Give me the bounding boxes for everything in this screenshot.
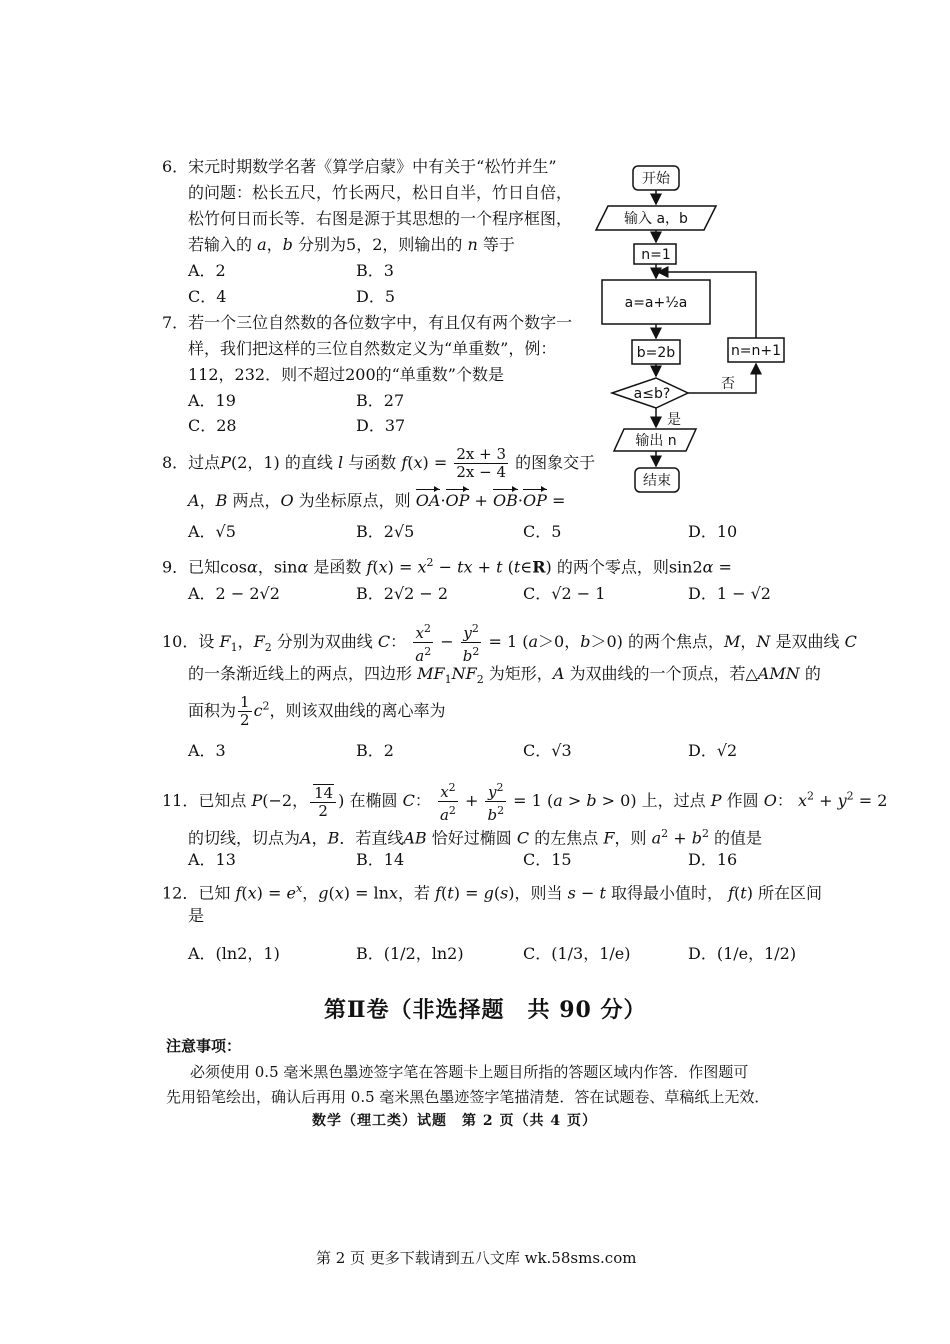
q7-option-c: C．28: [188, 416, 237, 435]
q10-option-d: D．√2: [688, 741, 738, 760]
page-footer-outer: 第 2 页 更多下载请到五八文库 wk.58sms.com: [316, 1249, 637, 1267]
q12-option-c: C．(1/3，1/e): [523, 944, 631, 963]
q7-line-1: 7．若一个三位自然数的各位数字中，有且仅有两个数字一: [162, 313, 573, 332]
q7-option-b: B．27: [356, 391, 405, 410]
notice-line-2: 先用铅笔绘出，确认后再用 0.5 毫米黑色墨迹签字笔描清楚．答在试题卷、草稿纸上无效．: [166, 1088, 770, 1106]
notice-line-1: 必须使用 0.5 毫米黑色墨迹签字笔在答题卡上题目所指的答题区域内作答．作图题可: [190, 1063, 749, 1081]
flow-input-text: 输入 a，b: [624, 211, 688, 227]
q7-option-a: A．19: [188, 391, 236, 410]
q10-option-b: B．2: [356, 741, 394, 760]
q8-option-a: A．√5: [188, 522, 236, 541]
q11-line-2: 的切线，切点为A，B．若直线AB 恰好过椭圆 C 的左焦点 F，则 $a^2 + b^2$ 的值是: [188, 827, 763, 848]
flow-end-text: 结束: [643, 473, 671, 489]
flow-incr-text: n=n+1: [730, 343, 782, 359]
q12-line-2: 是: [188, 906, 205, 925]
flow-start-text: 开始: [642, 171, 670, 187]
q11-option-d: D．16: [688, 850, 738, 869]
q8-option-d: D．10: [688, 522, 738, 541]
section-title: 第Ⅱ卷（非选择题 共 90 分）: [324, 997, 647, 1023]
q6-option-b: B．3: [356, 261, 394, 280]
flow-yes-label: 是: [667, 412, 681, 428]
notice-heading: 注意事项：: [166, 1037, 242, 1055]
q11-option-a: A．13: [188, 850, 236, 869]
q12-line-1: 12．已知 $f(x) = e^x$，g(x) = lnx，若 f(t) = g(s)，则当 s − t 取得最小值时， f(t) 所在区间: [162, 882, 823, 903]
q10-option-c: C．√3: [523, 741, 572, 760]
q8-line-1: 8．过点P(2，1) 的直线 l 与函数 f(x) = $\frac{2x + 3}{2x - 4}$ 的图象交于: [162, 445, 596, 481]
q6-line-2: 的问题：松长五尺，竹长两尺，松日自半，竹日自倍，: [188, 183, 573, 202]
q12-option-d: D．(1/e，1/2): [688, 944, 797, 963]
q6-line-3: 松竹何日而长等．右图是源于其思想的一个程序框图，: [188, 209, 573, 228]
q10-line-3: 面积为 $\frac{1}{2}$ $c^2$，则该双曲线的离心率为: [188, 693, 446, 729]
q8-line-2: A，B 两点，O 为坐标原点，则 OA·OP + OB·OP =: [188, 491, 566, 510]
flow-step-a-text: a=a+½a: [624, 295, 688, 311]
q11-option-b: B．14: [356, 850, 405, 869]
q7-line-3: 112，232．则不超过200的“单重数”个数是: [188, 365, 504, 384]
flow-output-text: 输出 n: [635, 433, 677, 449]
q9-option-a: A．2 − 2√2: [188, 584, 280, 603]
q6-option-d: D．5: [356, 287, 396, 306]
q7-line-2: 样，我们把这样的三位自然数定义为“单重数”，例：: [188, 339, 557, 358]
q10-line-2: 的一条渐近线上的两点，四边形 $MF_1NF_2$ 为矩形，A 为双曲线的一个顶点，若△AMN 的: [188, 664, 821, 687]
q12-option-b: B．(1/2，ln2): [356, 944, 464, 963]
flow-no-label: 否: [721, 376, 735, 392]
page-footer-inner: 数学（理工类）试题 第 2 页（共 4 页）: [312, 1113, 597, 1129]
flow-init-text: n=1: [641, 247, 671, 263]
q6-line-1: 6．宋元时期数学名著《算学启蒙》中有关于“松竹并生”: [162, 157, 557, 176]
q9-option-d: D．1 − √2: [688, 584, 771, 603]
q10-line-1: 10．设 $F_1$，$F_2$ 分别为双曲线 C： $\frac{x^2}{a^2}$ − $\frac{y^2}{b^2}$ = 1 (a＞0，b＞0) 的两个焦点，M，N 是双曲线 C: [162, 622, 857, 665]
q12-option-a: A．(ln2，1): [188, 944, 280, 963]
q11-line-1: 11．已知点 P(−2， $\frac{14}{2}$ ) 在椭圆 C： $\frac{x^2}{a^2}$ + $\frac{y^2}{b^2}$ = 1 (a > b > 0) 上，过点 P 作圆 O： $x^2 + y^2 = 2$: [162, 781, 888, 824]
q9-option-b: B．2√2 − 2: [356, 584, 449, 603]
q8-fraction: $\frac{2x + 3}{2x - 4}$: [456, 445, 506, 481]
q7-option-d: D．37: [356, 416, 406, 435]
q11-option-c: C．15: [523, 850, 572, 869]
program-flowchart: [580, 150, 810, 500]
flow-cond-text: a≤b?: [633, 386, 671, 402]
q9-option-c: C．√2 − 1: [523, 584, 606, 603]
q6-line-4: 若输入的 a，b 分别为5，2，则输出的 n 等于: [188, 235, 515, 254]
q8-option-c: C．5: [523, 522, 562, 541]
q9-line-1: 9．已知cosα，sinα 是函数 $f(x) = x^2$ − tx + t (t∈R) 的两个零点，则sin2α =: [162, 556, 732, 577]
q8-option-b: B．2√5: [356, 522, 415, 541]
q6-option-a: A．2: [188, 261, 226, 280]
q10-option-a: A．3: [188, 741, 226, 760]
q6-option-c: C．4: [188, 287, 227, 306]
flow-step-b-text: b=2b: [636, 345, 676, 361]
